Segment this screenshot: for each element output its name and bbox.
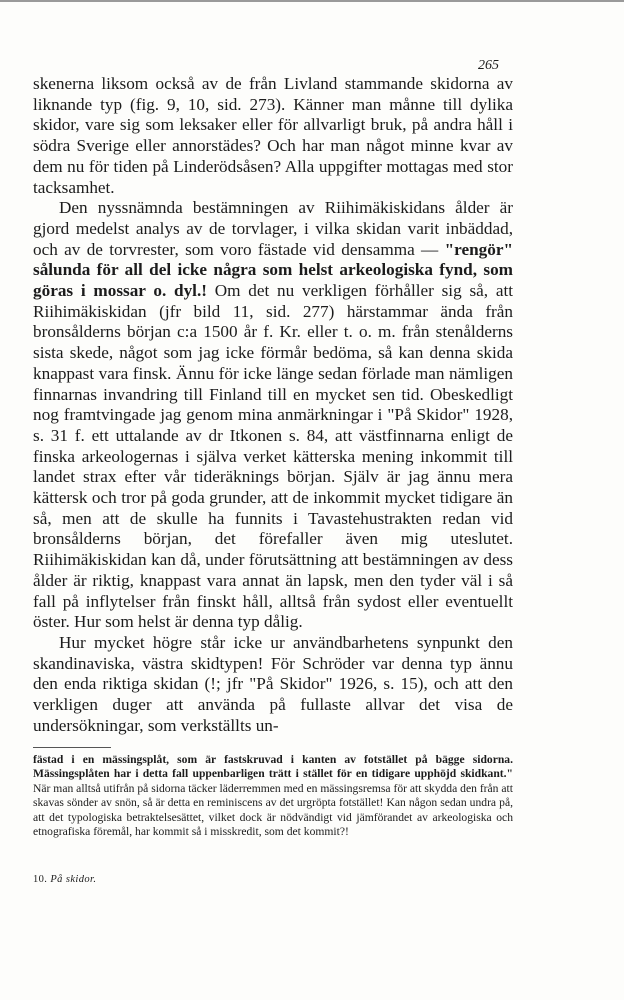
footnote-bold-text: fästad i en mässingsplåt, som är fastskruvad i kanten av fotstället på bägge sidorna. Mässingsplåten har i detta fall uppenbarligen trätt i stället för en tidigare upphöjd skidkant." bbox=[33, 753, 513, 781]
paragraph bbox=[33, 74, 513, 198]
footnote-separator bbox=[33, 747, 111, 748]
footnote bbox=[33, 753, 513, 839]
footnote-text: När man alltså utifrån på sidorna täcker läderremmen med en mässingsremsa för att skydda den från att skavas sönder av snön, så är detta en reminiscens av det urgröpta fotstället! Kan någon sedan undra på, att det typologiska betraktelsesättet, vilket dock är nödvändigt vid jämförandet av arkeologiska och etnografiska föremål, har kommit så i misskredit, som det kommit?! bbox=[33, 781, 513, 839]
paragraph-text: Hur mycket högre står icke ur användbarhetens synpunkt den skandinaviska, västra skidtypen! För Schröder var denna typ ännu den enda riktiga skidan (!; jfr "På Skidor" 1926, s. 15), och att den verkligen duger att använda på fullaste allvar det visa de undersökningar, som verkställts un- bbox=[33, 632, 513, 735]
page-number: 265 bbox=[478, 58, 499, 73]
paragraph-bold-text: "rengör" sålunda för all del icke några som helst arkeologiska fynd, som göras i mossar o. dyl.! bbox=[33, 239, 513, 301]
paragraph-text: skenerna liksom också av de från Livland stammande skidorna av liknande typ (fig. 9, 10, sid. 273). Känner man månne till dylika skidor, vare sig som leksaker eller för allvarligt bruk, på andra håll i södra Sverige eller annorstädes? Och har man något minne kvar av dem nu för tiden på Linderödsåsen? Alla uppgifter mottagas med stor tacksamhet. bbox=[33, 74, 513, 197]
signature-number: 10. bbox=[33, 874, 48, 885]
signature-mark bbox=[33, 874, 96, 885]
paragraph bbox=[33, 198, 513, 633]
signature-title: På skidor. bbox=[50, 874, 97, 885]
paragraph-text: Om det nu verkligen förhåller sig så, att Riihimäkiskidan (jfr bild 11, sid. 277) härstammar ända från bronsålderns början c:a 1500 år f. Kr. eller t. o. m. från stenålderns sista skede, något som jag icke förmår bedöma, så kan denna skida knappast vara finsk. Ännu för icke länge sedan förlade man nämligen finnarnas invandring till Finland till en mycket sen tid. Obeskedligt nog framtvingade jag genom mina anmärkningar i "På Skidor" 1928, s. 31 f. ett uttalande av dr Itkonen s. 84, att västfinnarna enligt de finska arkeologernas i själva verket kätterska mening inkommit till landet strax efter vår tideräknings början. Själv är jag ännu mera kättersk och tror på goda grunder, att de inkommit mycket tidigare än så, men att de skulle ha funnits i Tavastehustrakten redan vid bronsålderns början, det förefaller även mig uteslutet. Riihimäkiskidan kan då, under förutsättning att bestämningen av dess ålder är riktig, knappast vara annat än lapsk, men den tyder väl i så fall på inflytelser från finskt håll, alltså från sydost eller eventuellt öster. Hur som helst är denna typ dålig. bbox=[33, 281, 513, 632]
top-rule bbox=[0, 0, 624, 2]
paragraph-text: Den nyssnämnda bestämningen av Riihimäkiskidans ålder är gjord medelst analys av de torvlager, i vilka skidan varit inbäddad, och av de torvrester, som voro fästade vid densamma — bbox=[33, 198, 513, 259]
body-text bbox=[33, 74, 513, 737]
paragraph bbox=[33, 633, 513, 737]
